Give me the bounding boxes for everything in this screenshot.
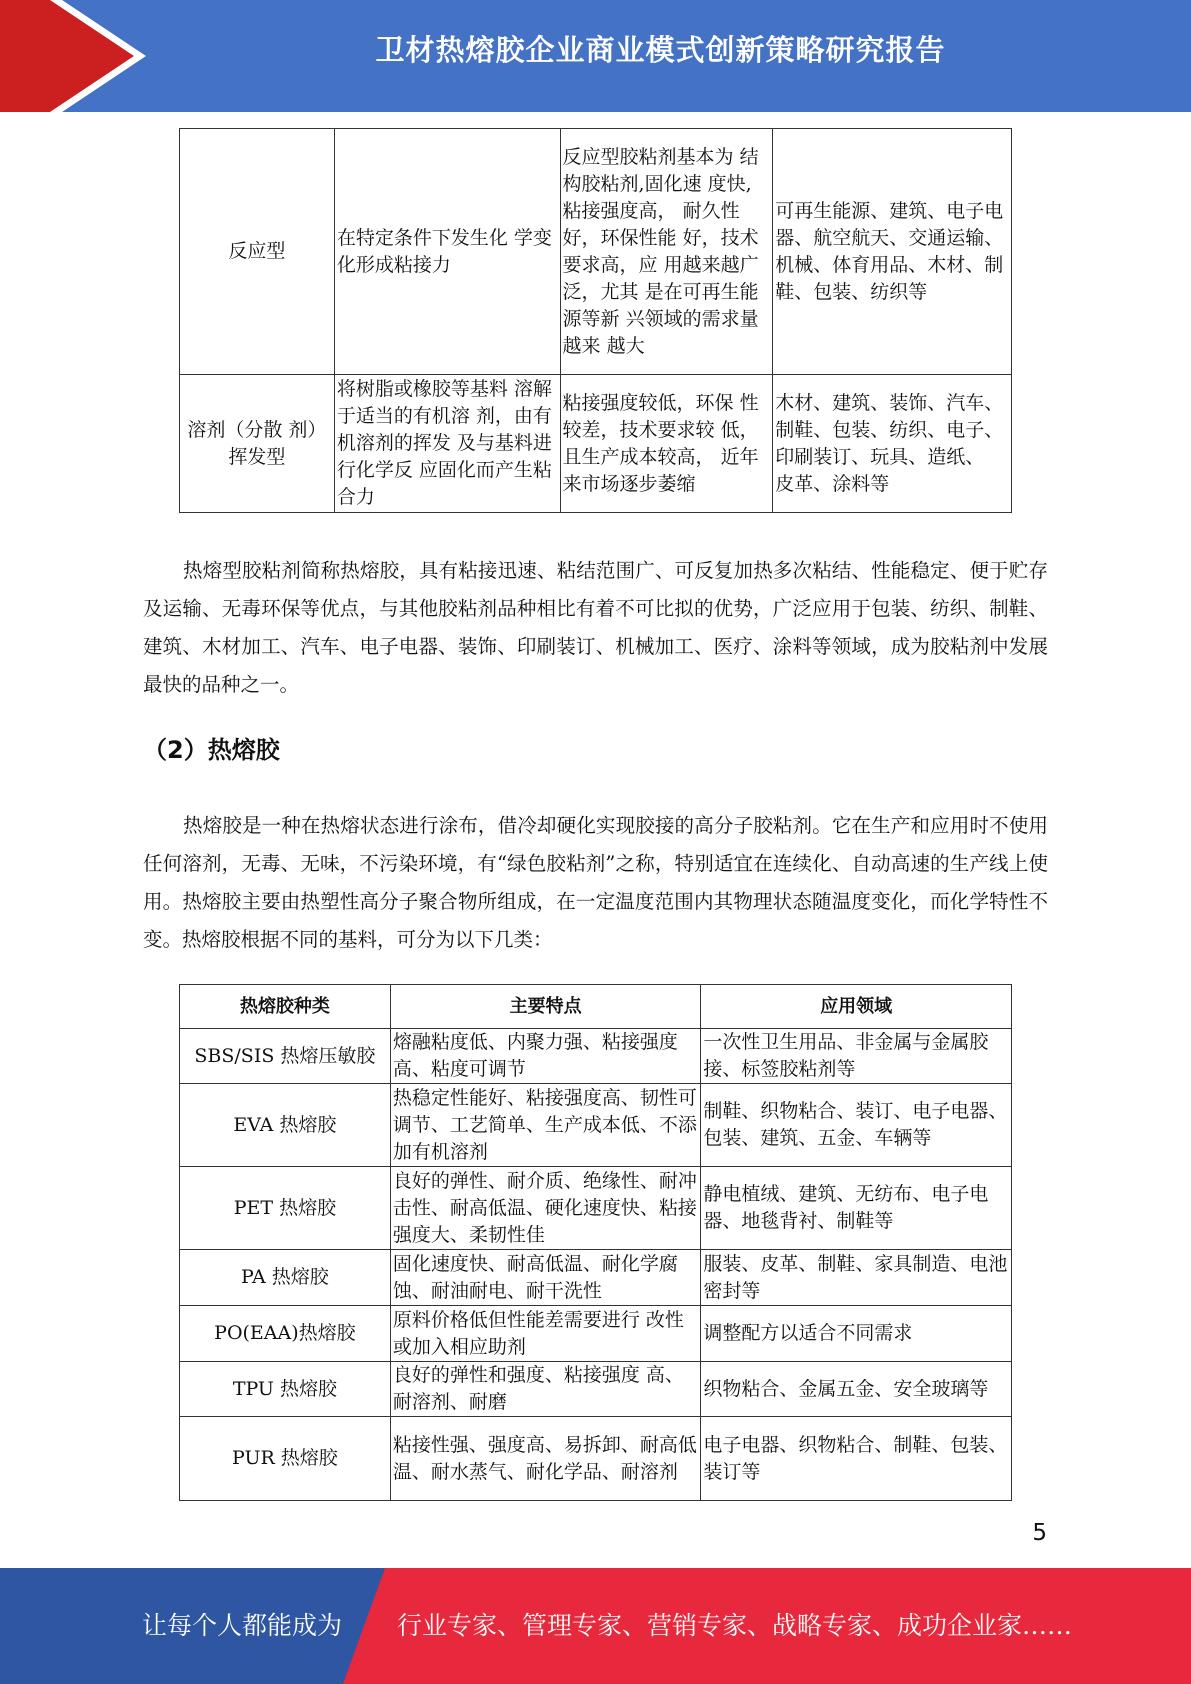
- body-paragraph: 热熔型胶粘剂简称热熔胶，具有粘接迅速、粘结范围广、可反复加热多次粘结、性能稳定、便于贮存及运输、无毒环保等优点，与其他胶粘剂品种相比有着不可比拟的优势，广泛应用于包装、纺织、制鞋、建筑、木材加工、汽车、电子电器、装饰、印刷装订、机械加工、医疗、涂料等领域，成为胶粘剂中发展最快的品种之一。: [143, 559, 1048, 696]
- body-paragraph: 热熔胶是一种在热熔状态进行涂布，借冷却硬化实现胶接的高分子胶粘剂。它在生产和应用时不使用任何溶剂，无毒、无味，不污染环境，有“绿色胶粘剂”之称，特别适宜在连续化、自动高速的生产线上使用。热熔胶主要由热塑性高分子聚合物所组成，在一定温度范围内其物理状态随温度变化，而化学特性不变。热熔胶根据不同的基料，可分为以下几类：: [143, 814, 1048, 951]
- page-number: 5: [1032, 1520, 1047, 1546]
- table-cell-features: 固化速度快、耐高低温、耐化学腐蚀、耐油耐电、耐干洗性: [390, 1250, 701, 1306]
- table-cell-type: PO(EAA)热熔胶: [180, 1306, 391, 1362]
- section-heading: （2）热熔胶: [143, 736, 280, 764]
- table-cell-applications: 织物粘合、金属五金、安全玻璃等: [701, 1362, 1012, 1417]
- table-cell-features: 良好的弹性和强度、粘接强度 高、耐溶剂、耐磨: [390, 1362, 701, 1417]
- table-cell-applications: 调整配方以适合不同需求: [701, 1306, 1012, 1362]
- table-row: [180, 1250, 1012, 1306]
- table-cell-applications: 可再生能源、建筑、电子电器、航空航天、交通运输、机械、体育用品、木材、制鞋、包装、纺织等: [773, 129, 1012, 375]
- table-cell-features: 良好的弹性、耐介质、绝缘性、耐冲击性、耐高低温、硬化速度快、粘接强度大、柔韧性佳: [390, 1167, 701, 1250]
- page-header: [0, 0, 1191, 112]
- table-cell-type: 溶剂（分散 剂）挥发型: [180, 375, 335, 513]
- table-cell-type: TPU 热熔胶: [180, 1362, 391, 1417]
- table-row: [180, 375, 1012, 513]
- table-header-row: [180, 985, 1012, 1029]
- table-row: [180, 1417, 1012, 1501]
- table-cell-principle: 将树脂或橡胶等基料 溶解于适当的有机溶 剂，由有机溶剂的挥发 及与基料进行化学反 应固化而产生粘合力: [334, 375, 560, 513]
- table-cell-features: 熔融粘度低、内聚力强、粘接强度高、粘度可调节: [390, 1029, 701, 1084]
- hot-melt-types-table: [179, 984, 1012, 1501]
- table-row: [180, 1362, 1012, 1417]
- table-row: [180, 1084, 1012, 1167]
- table-cell-applications: 服装、皮革、制鞋、家具制造、电池密封等: [701, 1250, 1012, 1306]
- table-cell-features: 反应型胶粘剂基本为 结构胶粘剂,固化速 度快,粘接强度高， 耐久性好，环保性能 好，技术要求高，应 用越来越广泛，尤其 是在可再生能源等新 兴领域的需求量越来 越大: [560, 129, 773, 375]
- table-cell-features: 热稳定性能好、粘接强度高、韧性可调节、工艺简单、生产成本低、不添加有机溶剂: [390, 1084, 701, 1167]
- table-cell-features: 原料价格低但性能差需要进行 改性或加入相应助剂: [390, 1306, 701, 1362]
- table-cell-applications: 制鞋、织物粘合、装订、电子电器、包装、建筑、五金、车辆等: [701, 1084, 1012, 1167]
- table-cell-applications: 电子电器、织物粘合、制鞋、包装、装订等: [701, 1417, 1012, 1501]
- column-header: 主要特点: [390, 985, 701, 1029]
- report-title: 卫材热熔胶企业商业模式创新策略研究报告: [375, 33, 946, 67]
- table-cell-type: PET 热熔胶: [180, 1167, 391, 1250]
- table-cell-features: 粘接性强、强度高、易拆卸、耐高低温、耐水蒸气、耐化学品、耐溶剂: [390, 1417, 701, 1501]
- table-cell-type: 反应型: [180, 129, 335, 375]
- table-cell-applications: 一次性卫生用品、非金属与金属胶接、标签胶粘剂等: [701, 1029, 1012, 1084]
- adhesive-types-table: [179, 128, 1012, 513]
- table-cell-applications: 木材、建筑、装饰、汽车、 制鞋、包装、纺织、电子、 印刷装订、玩具、造纸、 皮革、涂料等: [773, 375, 1012, 513]
- table-cell-type: PA 热熔胶: [180, 1250, 391, 1306]
- table-row: [180, 129, 1012, 375]
- table-row: [180, 1306, 1012, 1362]
- table-row: [180, 1167, 1012, 1250]
- table-cell-applications: 静电植绒、建筑、无纺布、电子电器、地毯背衬、制鞋等: [701, 1167, 1012, 1250]
- table-cell-principle: 在特定条件下发生化 学变化形成粘接力: [334, 129, 560, 375]
- table-row: [180, 1029, 1012, 1084]
- footer-slogan-right: 行业专家、管理专家、营销专家、战略专家、成功企业家……: [397, 1611, 1073, 1640]
- page-footer: [0, 1568, 1191, 1684]
- table-cell-type: PUR 热熔胶: [180, 1417, 391, 1501]
- column-header: 应用领域: [701, 985, 1012, 1029]
- table-cell-features: 粘接强度较低，环保 性较差，技术要求较 低，且生产成本较高， 近年来市场逐步萎缩: [560, 375, 773, 513]
- footer-slogan-left: 让每个人都能成为: [142, 1611, 343, 1640]
- table-cell-type: SBS/SIS 热熔压敏胶: [180, 1029, 391, 1084]
- column-header: 热熔胶种类: [180, 985, 391, 1029]
- table-cell-type: EVA 热熔胶: [180, 1084, 391, 1167]
